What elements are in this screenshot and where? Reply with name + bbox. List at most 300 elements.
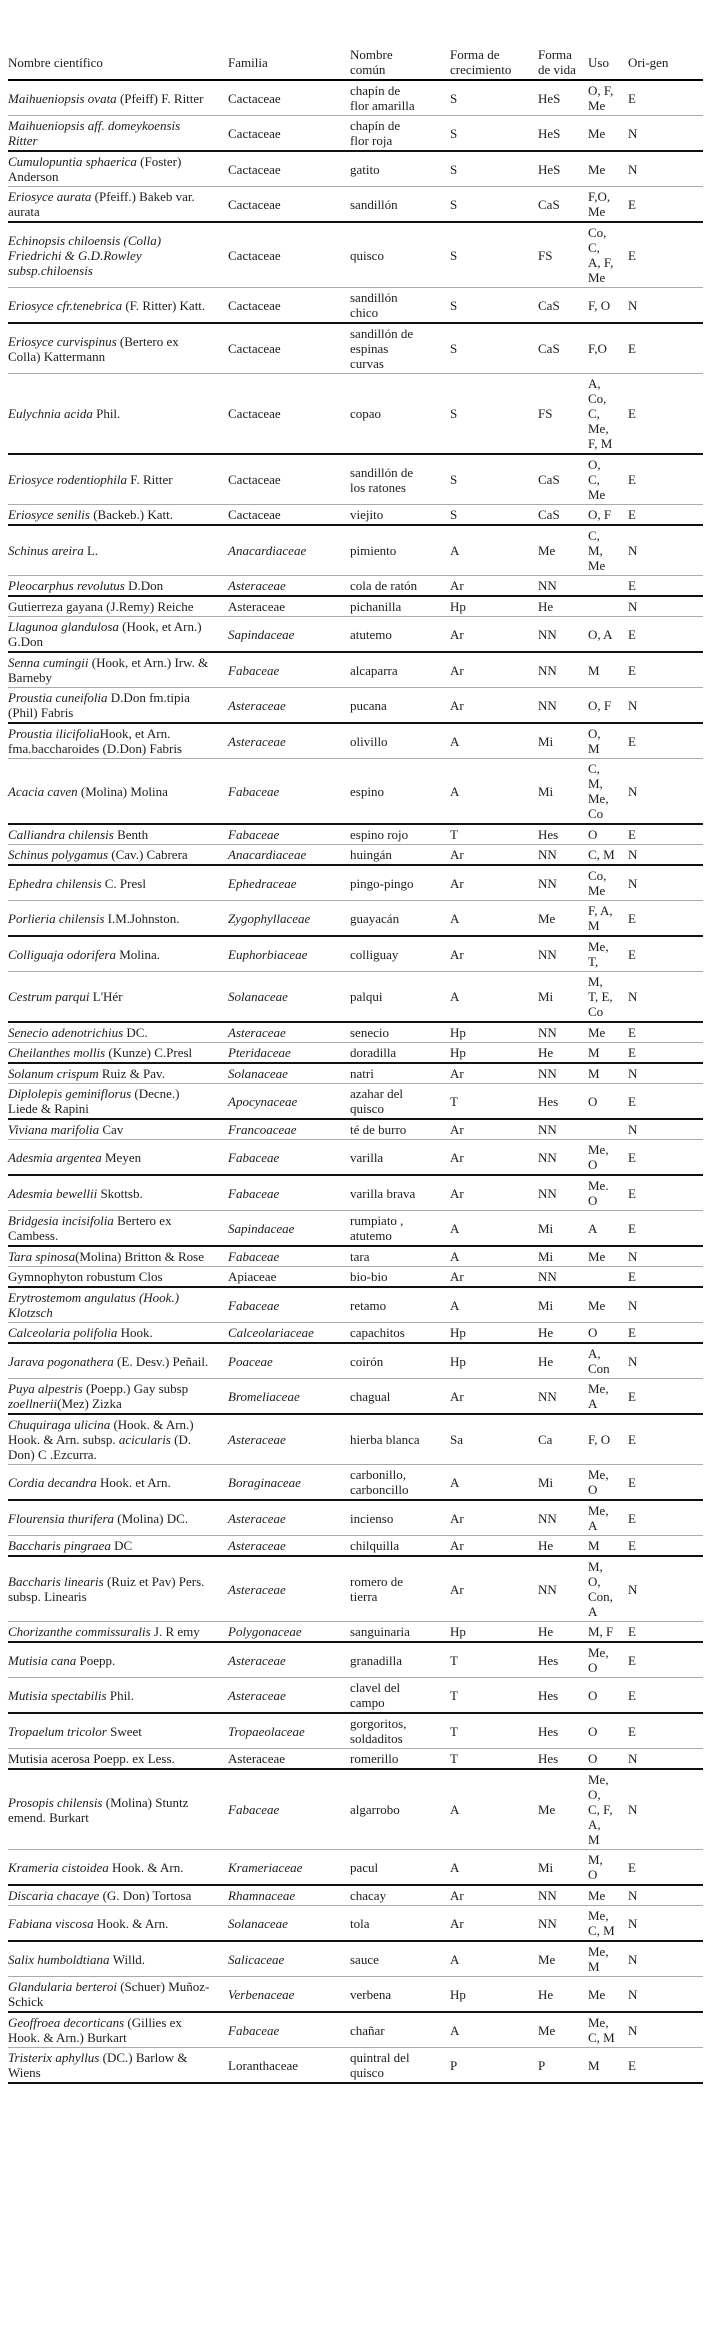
scientific-name-italic-segment: Glandularia berteroi xyxy=(8,1979,121,1994)
use-cell: F, O xyxy=(588,297,611,313)
origin-cell: N xyxy=(628,1986,638,2002)
scientific-name-roman-segment: (F. Ritter) Katt. xyxy=(125,297,206,313)
family-cell: Cactaceae xyxy=(228,472,281,487)
scientific-name-cell xyxy=(8,1063,228,1084)
family-cell: Asteraceae xyxy=(228,1432,286,1447)
origin-cell: E xyxy=(628,578,636,593)
table-row xyxy=(8,1977,703,2013)
origin-cell: N xyxy=(628,1751,638,1766)
use-cell xyxy=(588,1119,628,1140)
scientific-name-cell xyxy=(8,1022,228,1043)
scientific-name-italic-segment: Tara spinosa xyxy=(8,1249,76,1264)
origin-cell: E xyxy=(628,1025,636,1040)
use-cell: Me xyxy=(588,125,606,141)
scientific-name-italic-segment: Ephedra chilensis xyxy=(8,875,105,891)
origin-cell: N xyxy=(628,697,638,713)
scientific-name-roman-segment: Cav xyxy=(102,1122,124,1137)
origin-cell: N xyxy=(628,989,638,1004)
origin-cell: N xyxy=(628,2022,638,2038)
scientific-name-roman-segment: (Decne.) Liede & Rapini xyxy=(8,1086,180,1116)
life-form-cell: Mi xyxy=(538,1474,554,1490)
growth-form-cell: Ar xyxy=(450,1149,464,1165)
family-cell: Cactaceae xyxy=(228,406,281,421)
scientific-name-italic-segment: Puya alpestris xyxy=(8,1381,86,1396)
scientific-name-roman-segment: Hook. xyxy=(120,1325,153,1340)
scientific-name-italic-segment: Viviana marifolia xyxy=(8,1122,103,1137)
scientific-name-italic-segment: Eriosyce curvispinus xyxy=(8,333,120,349)
common-name-cell: bio-bio xyxy=(350,1269,388,1284)
scientific-name-cell xyxy=(8,1906,228,1942)
common-name-cell: guayacán xyxy=(350,910,400,926)
use-cell: Me, M xyxy=(588,1944,609,1974)
scientific-name-italic-segment: Eriosyce aurata xyxy=(8,189,95,204)
table-row xyxy=(8,1084,703,1120)
table-row xyxy=(8,1500,703,1536)
table-row xyxy=(8,1885,703,1906)
family-cell: Asteraceae xyxy=(228,1751,286,1766)
common-name-cell: chacay xyxy=(350,1888,387,1903)
life-form-cell: NN xyxy=(538,1888,557,1903)
life-form-cell: Mi xyxy=(538,1220,554,1236)
scientific-name-roman-segment: Poepp. xyxy=(79,1652,116,1668)
life-form-cell: He xyxy=(538,1353,554,1369)
scientific-name-italic-segment: Eulychnia acida xyxy=(8,406,97,421)
scientific-name-italic-segment: Maihueniopsis ovata xyxy=(8,90,120,106)
common-name-cell: chapín de flor roja xyxy=(350,118,401,148)
scientific-name-cell xyxy=(8,1941,228,1977)
growth-form-cell: S xyxy=(450,125,458,141)
scientific-name-italic-segment: Cordia decandra xyxy=(8,1474,100,1490)
growth-form-cell: S xyxy=(450,472,458,487)
scientific-name-roman-segment: I.M.Johnston. xyxy=(107,910,180,926)
growth-form-cell: Hp xyxy=(450,1045,466,1060)
scientific-name-roman-segment: (Ruiz et Pav) Pers. subsp. Linearis xyxy=(8,1574,205,1604)
scientific-name-roman-segment: (Hook. & Arn.) Hook. & Arn. subsp. xyxy=(8,1417,194,1447)
growth-form-cell: Ar xyxy=(450,1915,464,1931)
common-name-cell: pimiento xyxy=(350,543,397,558)
column-header-forma-de-crecimiento: Forma de crecimiento xyxy=(450,47,512,77)
column-header-nombre-comun: Nombre común xyxy=(350,47,393,77)
common-name-cell: varilla brava xyxy=(350,1185,416,1201)
life-form-cell: Ca xyxy=(538,1432,553,1447)
family-cell: Cactaceae xyxy=(228,196,281,212)
origin-cell: E xyxy=(628,1510,636,1526)
common-name-cell: chapín de flor amarilla xyxy=(350,83,415,113)
life-form-cell: NN xyxy=(538,875,557,891)
origin-cell: E xyxy=(628,1538,636,1553)
common-name-cell: colliguay xyxy=(350,946,399,962)
life-form-cell: NN xyxy=(538,1510,557,1526)
table-row xyxy=(8,1941,703,1977)
origin-cell: N xyxy=(628,1888,638,1903)
table-row xyxy=(8,1850,703,1886)
scientific-name-cell xyxy=(8,2012,228,2048)
family-cell: Cactaceae xyxy=(228,125,281,141)
life-form-cell: CaS xyxy=(538,196,560,212)
scientific-name-italic-segment: Senna cumingii xyxy=(8,655,92,670)
scientific-name-cell xyxy=(8,824,228,845)
life-form-cell: HeS xyxy=(538,125,561,141)
life-form-cell: NN xyxy=(538,1066,557,1081)
scientific-name-italic-segment: Mutisia cana xyxy=(8,1652,80,1668)
scientific-name-italic-segment: Adesmia argentea xyxy=(8,1149,105,1165)
life-form-cell: Hes xyxy=(538,1723,559,1739)
table-row xyxy=(8,374,703,455)
common-name-cell: copao xyxy=(350,406,382,421)
common-name-cell: sandillón chico xyxy=(350,290,398,320)
common-name-cell: chagual xyxy=(350,1388,391,1404)
scientific-name-cell xyxy=(8,1287,228,1323)
use-cell: M xyxy=(588,1538,600,1553)
use-cell: O xyxy=(588,1723,598,1739)
table-row xyxy=(8,936,703,972)
scientific-name-cell xyxy=(8,1043,228,1064)
family-cell: Solanaceae xyxy=(228,1066,288,1081)
life-form-cell: Hes xyxy=(538,1652,559,1668)
table-row xyxy=(8,222,703,288)
common-name-cell: romero de tierra xyxy=(350,1574,404,1604)
scientific-name-roman-segment: Hook. & Arn. xyxy=(112,1859,184,1875)
scientific-name-italic-segment: Eriosyce rodentiophila xyxy=(8,472,131,487)
scientific-name-roman-segment: (Foster) Anderson xyxy=(8,154,182,184)
scientific-name-roman-segment: Gutierreza gayana (J.Remy) Reiche xyxy=(8,599,194,614)
scientific-name-italic-segment: Fabiana viscosa xyxy=(8,1915,97,1931)
scientific-name-cell xyxy=(8,187,228,223)
scientific-name-cell xyxy=(8,1850,228,1886)
scientific-name-cell xyxy=(8,901,228,937)
family-cell: Fabaceae xyxy=(228,1802,280,1817)
use-cell: O xyxy=(588,1751,598,1766)
common-name-cell: té de burro xyxy=(350,1122,407,1137)
scientific-name-cell xyxy=(8,116,228,152)
use-cell: O xyxy=(588,1687,598,1703)
life-form-cell: Me xyxy=(538,910,556,926)
growth-form-cell: A xyxy=(450,1220,460,1236)
life-form-cell: Me xyxy=(538,1802,556,1817)
scientific-name-cell xyxy=(8,576,228,597)
scientific-name-cell xyxy=(8,1678,228,1714)
family-cell: Salicaceae xyxy=(228,1951,285,1967)
table-row xyxy=(8,824,703,845)
table-row xyxy=(8,1140,703,1176)
common-name-cell: doradilla xyxy=(350,1045,397,1060)
table-row xyxy=(8,723,703,759)
growth-form-cell: Hp xyxy=(450,1986,466,2002)
life-form-cell: Me xyxy=(538,2022,556,2038)
origin-cell: N xyxy=(628,297,638,313)
use-cell xyxy=(588,576,628,597)
use-cell: Me, T, xyxy=(588,939,609,969)
scientific-name-italic-segment: Schinus polygamus xyxy=(8,847,112,862)
origin-cell: E xyxy=(628,827,636,842)
use-cell: Me, A xyxy=(588,1381,609,1411)
scientific-name-roman-segment: (Hook, et Arn.) Irw. & Barneby xyxy=(8,655,209,685)
origin-cell: N xyxy=(628,599,638,614)
scientific-name-roman-segment: Ruiz & Pav. xyxy=(101,1066,165,1081)
scientific-name-italic-segment: Bridgesia incisifolia xyxy=(8,1213,118,1228)
growth-form-cell: Ar xyxy=(450,946,464,962)
life-form-cell: CaS xyxy=(538,341,560,356)
scientific-name-roman-segment: (Pfeiff) F. Ritter xyxy=(119,90,204,106)
common-name-cell: chilquilla xyxy=(350,1538,400,1553)
table-row xyxy=(8,525,703,576)
growth-form-cell: Ar xyxy=(450,1122,464,1137)
table-row xyxy=(8,1414,703,1465)
family-cell: Cactaceae xyxy=(228,507,281,522)
growth-form-cell: Ar xyxy=(450,662,464,678)
origin-cell: E xyxy=(628,1652,636,1668)
table-row xyxy=(8,1287,703,1323)
scientific-name-italic-segment: acicularis xyxy=(118,1432,175,1447)
scientific-name-roman-segment: (Kunze) C.Presl xyxy=(108,1045,193,1060)
scientific-name-italic-segment: Eriosyce cfr.tenebrica xyxy=(8,297,126,313)
origin-cell: E xyxy=(628,1325,636,1340)
table-row xyxy=(8,1769,703,1850)
scientific-name-roman-segment: Mutisia acerosa Poepp. ex Less. xyxy=(8,1751,175,1766)
scientific-name-italic-segment: Llagunoa glandulosa xyxy=(8,619,123,634)
scientific-name-roman-segment: Bertero ex Cambess. xyxy=(8,1213,172,1243)
life-form-cell: FS xyxy=(538,406,553,421)
common-name-cell: quisco xyxy=(350,247,384,263)
scientific-name-roman-segment: Phil. xyxy=(96,406,121,421)
scientific-name-cell xyxy=(8,151,228,187)
scientific-name-roman-segment: (Hook, et Arn.) G.Don xyxy=(8,619,202,649)
scientific-name-italic-segment: Cestrum parqui xyxy=(8,989,93,1004)
scientific-name-italic-segment: Calceolaria polifolia xyxy=(8,1325,121,1340)
scientific-name-cell xyxy=(8,1343,228,1379)
use-cell: F,O, Me xyxy=(588,189,611,219)
life-form-cell: Mi xyxy=(538,783,554,799)
common-name-cell: sandillón de los ratones xyxy=(350,464,414,495)
column-header-forma-de-vida: Forma de vida xyxy=(538,47,576,77)
table-row xyxy=(8,505,703,526)
scientific-name-cell xyxy=(8,759,228,825)
growth-form-cell: S xyxy=(450,90,458,106)
scientific-name-cell xyxy=(8,374,228,455)
table-row xyxy=(8,1043,703,1064)
growth-form-cell: Sa xyxy=(450,1432,463,1447)
growth-form-cell: Ar xyxy=(450,847,464,862)
life-form-cell: Hes xyxy=(538,1093,559,1109)
life-form-cell: NN xyxy=(538,1122,557,1137)
common-name-cell: azahar del quisco xyxy=(350,1086,404,1116)
life-form-cell: Mi xyxy=(538,733,554,749)
scientific-name-italic-segment: Adesmia bewellii xyxy=(8,1185,101,1201)
life-form-cell: NN xyxy=(538,1185,557,1201)
scientific-name-cell xyxy=(8,1977,228,2013)
life-form-cell: P xyxy=(538,2057,546,2073)
growth-form-cell: T xyxy=(450,1652,458,1668)
growth-form-cell: P xyxy=(450,2057,458,2073)
origin-cell: E xyxy=(628,1149,636,1165)
common-name-cell: coirón xyxy=(350,1353,384,1369)
scientific-name-cell xyxy=(8,1084,228,1120)
family-cell: Verbenaceae xyxy=(228,1986,295,2002)
common-name-cell: alcaparra xyxy=(350,662,398,678)
scientific-name-italic-segment: Tristerix aphyllus xyxy=(8,2050,103,2065)
family-cell: Polygonaceae xyxy=(228,1624,302,1639)
column-header-nombre-cientifico: Nombre científico xyxy=(8,54,103,70)
common-name-cell: tola xyxy=(350,1915,370,1931)
scientific-name-roman-segment: Meyen xyxy=(105,1149,142,1165)
family-cell: Tropaeolaceae xyxy=(228,1723,305,1739)
use-cell: F, O xyxy=(588,1432,611,1447)
life-form-cell: HeS xyxy=(538,90,561,106)
scientific-name-roman-segment: (Schuer) Muñoz-Schick xyxy=(8,1979,210,2009)
scientific-name-italic-segment: Salix humboldtiana xyxy=(8,1951,113,1967)
scientific-name-italic-segment: Jarava pogonathera xyxy=(8,1353,118,1369)
scientific-name-cell xyxy=(8,525,228,576)
growth-form-cell: A xyxy=(450,733,460,749)
scientific-name-italic-segment: Mutisia spectabilis xyxy=(8,1687,110,1703)
use-cell: M xyxy=(588,662,600,678)
common-name-cell: viejito xyxy=(350,507,384,522)
table-row xyxy=(8,323,703,374)
scientific-name-italic-segment: Eriosyce senilis xyxy=(8,507,94,522)
family-cell: Fabaceae xyxy=(228,1249,280,1264)
scientific-name-cell xyxy=(8,222,228,288)
scientific-name-italic-segment: Porlieria chilensis xyxy=(8,910,108,926)
origin-cell: N xyxy=(628,1353,638,1369)
scientific-name-cell xyxy=(8,1414,228,1465)
growth-form-cell: A xyxy=(450,910,460,926)
scientific-name-italic-segment: Baccharis pingraea xyxy=(8,1538,115,1553)
growth-form-cell: Ar xyxy=(450,1538,464,1553)
table-row xyxy=(8,576,703,597)
scientific-name-roman-segment: D.Don xyxy=(128,578,164,593)
scientific-name-italic-segment: Discaria chacaye xyxy=(8,1888,103,1903)
common-name-cell: carbonillo, carboncillo xyxy=(350,1467,409,1497)
life-form-cell: CaS xyxy=(538,472,560,487)
scientific-name-italic-segment: Solanum crispum xyxy=(8,1066,102,1081)
life-form-cell: Mi xyxy=(538,989,554,1004)
common-name-cell: olivillo xyxy=(350,733,388,749)
life-form-cell: Me xyxy=(538,1951,556,1967)
scientific-name-cell xyxy=(8,845,228,866)
scientific-name-cell xyxy=(8,505,228,526)
scientific-name-italic-segment: Tropaelum tricolor xyxy=(8,1723,111,1739)
scientific-name-cell xyxy=(8,1379,228,1415)
table-row xyxy=(8,1678,703,1714)
scientific-name-italic-segment: Senecio adenotrichius xyxy=(8,1025,127,1040)
table-row xyxy=(8,1175,703,1211)
growth-form-cell: S xyxy=(450,341,458,356)
common-name-cell: pacul xyxy=(350,1859,379,1875)
table-row xyxy=(8,116,703,152)
use-cell: Co, Me xyxy=(588,868,607,898)
common-name-cell: espino rojo xyxy=(350,827,409,842)
family-cell: Anacardiaceae xyxy=(228,847,307,862)
origin-cell: N xyxy=(628,1066,638,1081)
use-cell xyxy=(588,596,628,617)
scientific-name-cell xyxy=(8,1713,228,1749)
life-form-cell: He xyxy=(538,1538,554,1553)
table-row xyxy=(8,1246,703,1267)
table-row xyxy=(8,288,703,324)
use-cell: Me xyxy=(588,1297,606,1313)
scientific-name-cell xyxy=(8,1556,228,1622)
origin-cell: E xyxy=(628,2057,636,2073)
use-cell: Me. O xyxy=(588,1178,609,1208)
growth-form-cell: T xyxy=(450,1093,458,1109)
life-form-cell: HeS xyxy=(538,161,561,177)
common-name-cell: verbena xyxy=(350,1986,392,2002)
growth-form-cell: A xyxy=(450,1951,460,1967)
life-form-cell: He xyxy=(538,1624,554,1639)
use-cell: M, O, Con, A xyxy=(588,1559,613,1619)
common-name-cell: quintral del quisco xyxy=(350,2050,410,2080)
origin-cell: N xyxy=(628,1951,638,1967)
scientific-name-roman-segment: (D. Don) C .Ezcurra. xyxy=(8,1432,192,1462)
life-form-cell: He xyxy=(538,1045,554,1060)
growth-form-cell: A xyxy=(450,989,460,1004)
use-cell: O xyxy=(588,827,598,842)
common-name-cell: sandillón xyxy=(350,196,398,212)
scientific-name-roman-segment: (Cav.) Cabrera xyxy=(111,847,188,862)
origin-cell: N xyxy=(628,783,638,799)
common-name-cell: natri xyxy=(350,1066,374,1081)
scientific-name-roman-segment: DC. xyxy=(126,1025,148,1040)
family-cell: Asteraceae xyxy=(228,697,286,713)
life-form-cell: NN xyxy=(538,847,557,862)
scientific-name-roman-segment: Skottsb. xyxy=(100,1185,143,1201)
family-cell: Zygophyllaceae xyxy=(228,910,311,926)
family-cell: Fabaceae xyxy=(228,662,280,678)
scientific-name-roman-segment: (Molina) DC. xyxy=(117,1510,189,1526)
scientific-name-roman-segment: Hook. et Arn. xyxy=(99,1474,171,1490)
scientific-name-italic-segment: Geoffroea decorticans xyxy=(8,2015,128,2030)
species-table xyxy=(8,45,703,2084)
use-cell: C, M, Me, Co xyxy=(588,761,609,821)
origin-cell: E xyxy=(628,662,636,678)
scientific-name-italic-segment: Baccharis linearis xyxy=(8,1574,107,1589)
growth-form-cell: Ar xyxy=(450,1888,464,1903)
family-cell: Asteraceae xyxy=(228,1538,286,1553)
family-cell: Sapindaceae xyxy=(228,1220,295,1236)
growth-form-cell: A xyxy=(450,1859,460,1875)
life-form-cell: NN xyxy=(538,1025,557,1040)
growth-form-cell: A xyxy=(450,1802,460,1817)
scientific-name-cell xyxy=(8,936,228,972)
family-cell: Cactaceae xyxy=(228,297,281,313)
growth-form-cell: S xyxy=(450,406,458,421)
common-name-cell: pichanilla xyxy=(350,599,402,614)
scientific-name-roman-segment: F. Ritter xyxy=(130,472,173,487)
family-cell: Cactaceae xyxy=(228,161,281,177)
common-name-cell: varilla xyxy=(350,1149,384,1165)
species-table-container xyxy=(8,45,710,2084)
scientific-name-cell xyxy=(8,688,228,724)
scientific-name-cell xyxy=(8,1140,228,1176)
growth-form-cell: A xyxy=(450,2022,460,2038)
family-cell: Cactaceae xyxy=(228,341,281,356)
origin-cell: E xyxy=(628,733,636,749)
family-cell: Cactaceae xyxy=(228,247,281,263)
origin-cell: E xyxy=(628,1093,636,1109)
life-form-cell: He xyxy=(538,1986,554,2002)
scientific-name-roman-segment: (Backeb.) Katt. xyxy=(93,507,173,522)
life-form-cell: NN xyxy=(538,662,557,678)
use-cell: F, A, M xyxy=(588,903,613,933)
life-form-cell: Hes xyxy=(538,827,559,842)
table-row xyxy=(8,1556,703,1622)
scientific-name-cell xyxy=(8,1465,228,1501)
family-cell: Rhamnaceae xyxy=(228,1888,296,1903)
use-cell: Me xyxy=(588,1249,606,1264)
life-form-cell: FS xyxy=(538,247,553,263)
growth-form-cell: A xyxy=(450,543,460,558)
scientific-name-cell xyxy=(8,723,228,759)
